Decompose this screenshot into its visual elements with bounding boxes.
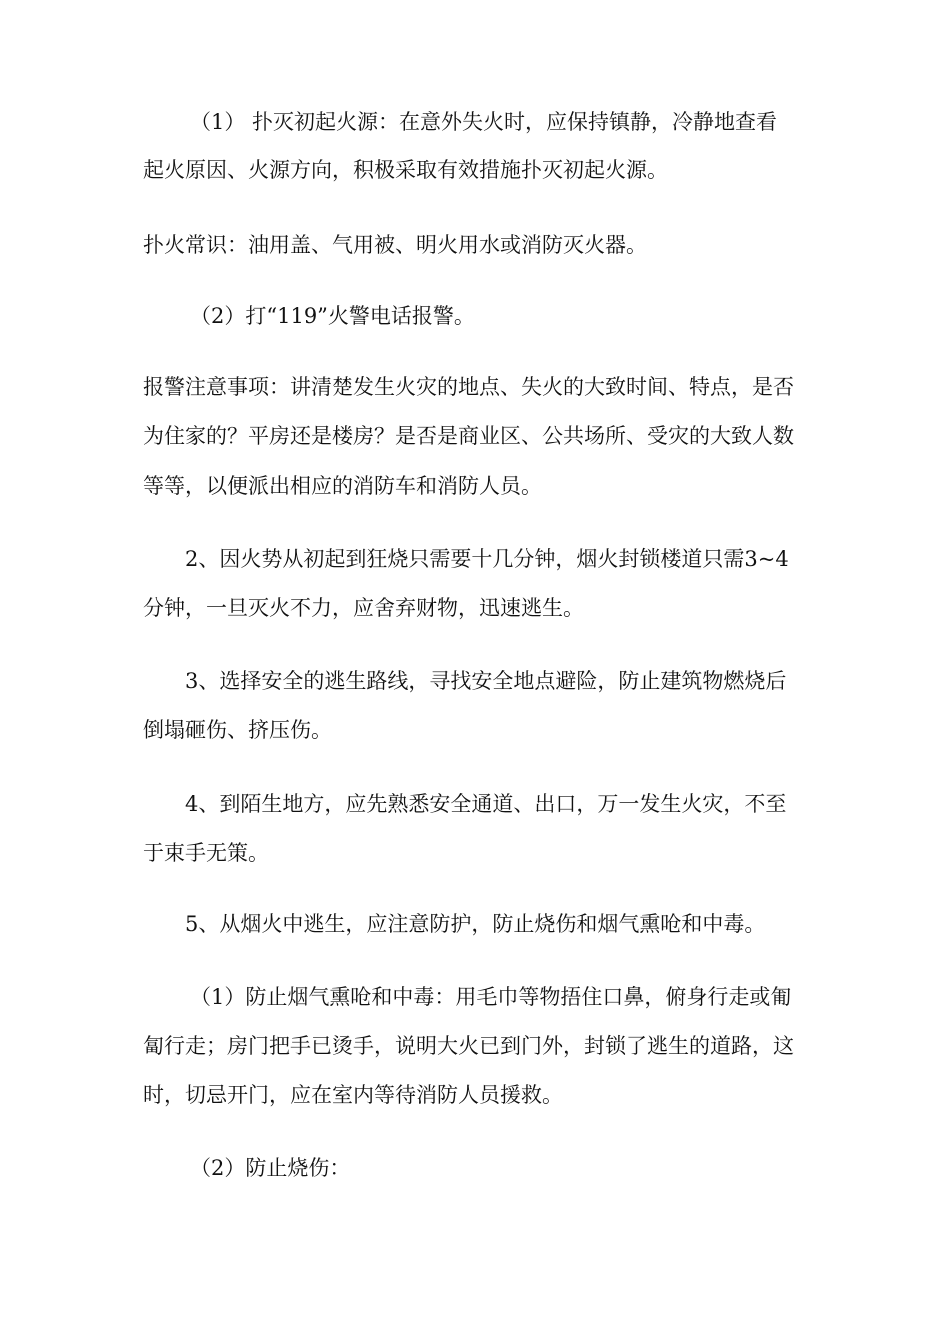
paragraph-9-line-3: 时，切忌开门，应在室内等待消防人员援救。 (143, 1083, 563, 1107)
paragraph-4-line-1: 报警注意事项：讲清楚发生火灾的地点、失火的大致时间、特点，是否 (143, 375, 794, 399)
paragraph-7-line-1: 4、到陌生地方，应先熟悉安全通道、出口，万一发生火灾，不至 (185, 792, 787, 816)
paragraph-8-line-1: 5、从烟火中逃生，应注意防护，防止烧伤和烟气熏呛和中毒。 (185, 912, 766, 936)
paragraph-6-line-2: 倒塌砸伤、挤压伤。 (143, 718, 332, 742)
paragraph-4-line-3: 等等，以便派出相应的消防车和消防人员。 (143, 474, 542, 498)
paragraph-9-line-1: （1）防止烟气熏呛和中毒：用毛巾等物捂住口鼻，俯身行走或匍 (190, 985, 792, 1009)
paragraph-3-line-1: （2）打“119”火警电话报警。 (190, 304, 475, 328)
paragraph-4-line-2: 为住家的？平房还是楼房？是否是商业区、公共场所、受灾的大致人数 (143, 424, 794, 448)
paragraph-10-line-1: （2）防止烧伤： (190, 1156, 351, 1180)
paragraph-7-line-2: 于束手无策。 (143, 841, 269, 865)
paragraph-1-line-1: （1） 扑灭初起火源：在意外失火时，应保持镇静，冷静地查看 (190, 110, 778, 134)
paragraph-5-line-2: 分钟，一旦灭火不力，应舍弃财物，迅速逃生。 (143, 596, 584, 620)
paragraph-5-line-1: 2、因火势从初起到狂烧只需要十几分钟，烟火封锁楼道只需3~4 (185, 547, 789, 571)
paragraph-1-line-2: 起火原因、火源方向，积极采取有效措施扑灭初起火源。 (143, 158, 668, 182)
paragraph-9-line-2: 匐行走；房门把手已烫手，说明大火已到门外，封锁了逃生的道路，这 (143, 1034, 794, 1058)
paragraph-2-line-1: 扑火常识：油用盖、气用被、明火用水或消防灭火器。 (143, 233, 647, 257)
paragraph-6-line-1: 3、选择安全的逃生路线，寻找安全地点避险，防止建筑物燃烧后 (185, 669, 787, 693)
